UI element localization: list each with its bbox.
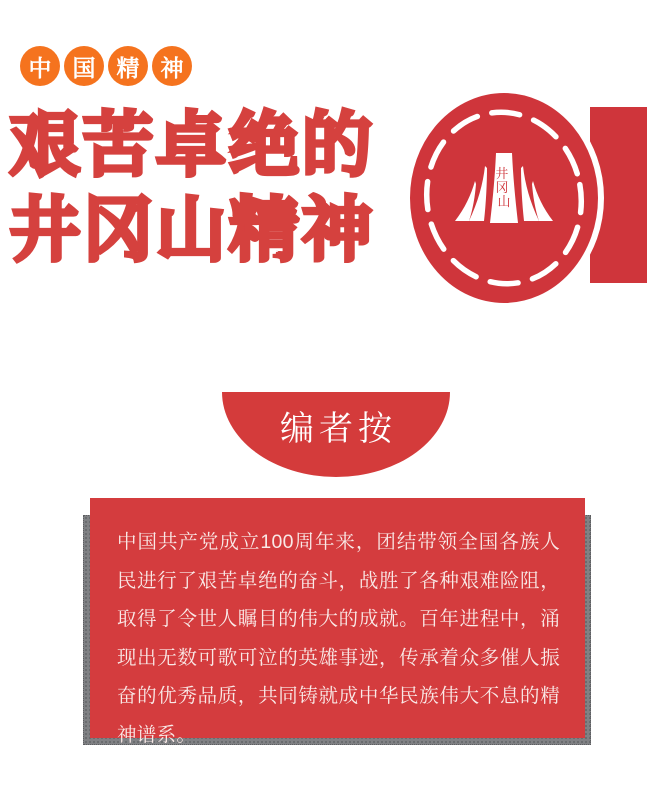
badge-circle bbox=[20, 46, 60, 86]
title-line-1: 艰苦卓绝的 bbox=[10, 106, 375, 184]
badge-character: 神 bbox=[160, 54, 184, 81]
badge-circle bbox=[64, 46, 104, 86]
page-title bbox=[10, 103, 375, 273]
badge-circle bbox=[152, 46, 192, 86]
editor-note-text: 中国共产党成立100周年来，团结带领全国各族人民进行了艰苦卓绝的奋斗，战胜了各种艰难险阻，取得了令世人瞩目的伟大的成就。百年进程中，涌现出无数可歌可泣的英雄事迹，传承着众多催人振奋的优秀品质，共同铸就成中华民族伟大不息的精神谱系。 bbox=[117, 531, 560, 746]
editor-note-semicircle bbox=[222, 392, 450, 477]
badge-character: 国 bbox=[72, 54, 96, 81]
badge-circle bbox=[108, 46, 148, 86]
badge-character: 中 bbox=[28, 54, 52, 81]
jinggangshan-monument-emblem bbox=[399, 83, 609, 313]
monument-inscription: 井 冈 山 bbox=[495, 167, 511, 210]
title-line-2: 井冈山精神 bbox=[10, 191, 375, 269]
china-spirit-badge bbox=[20, 46, 192, 86]
editor-note-box bbox=[90, 498, 585, 746]
editor-note-label: 编者按 bbox=[280, 410, 397, 448]
badge-character: 精 bbox=[116, 54, 140, 81]
